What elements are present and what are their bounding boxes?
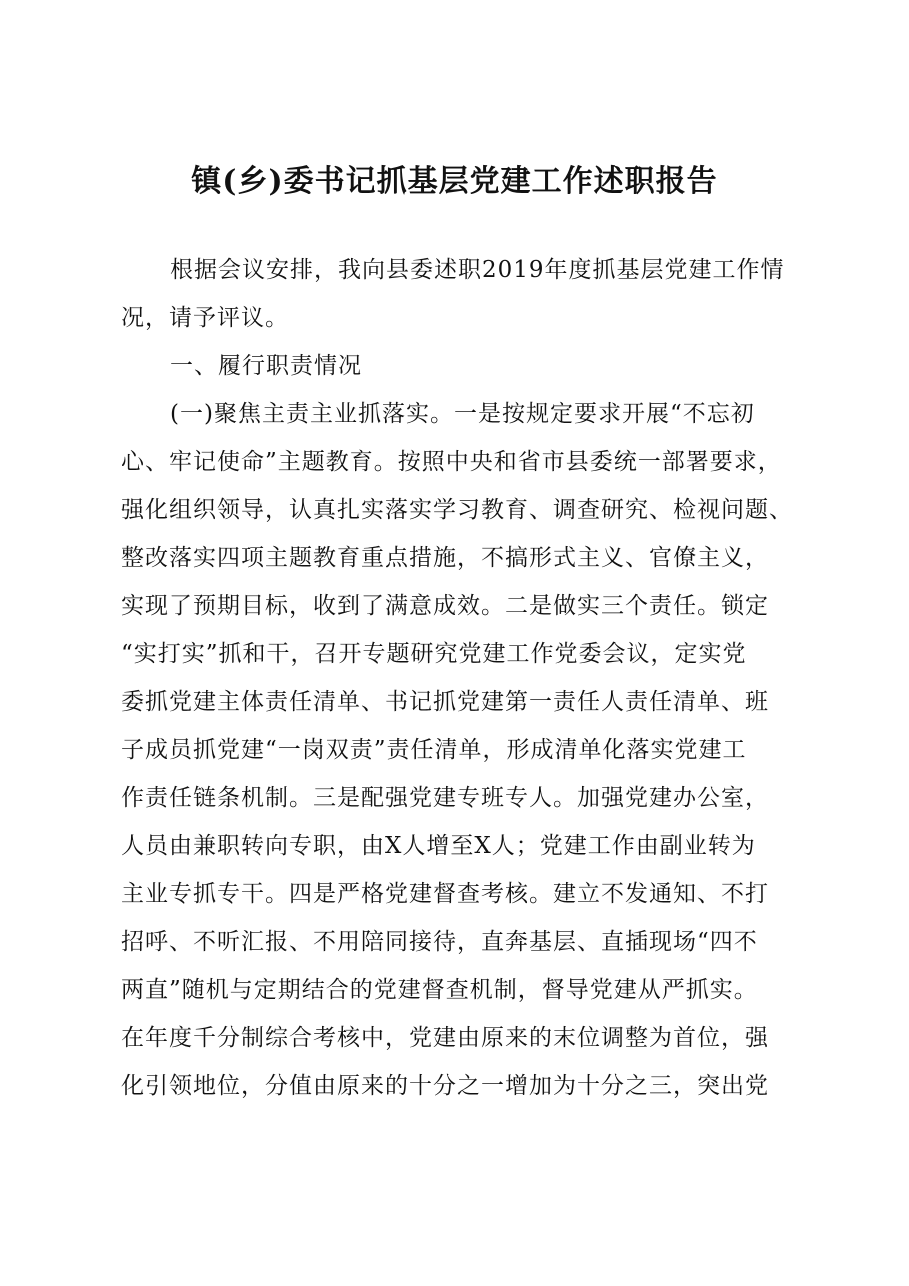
paragraph-line: 招呼、不听汇报、不用陪同接待，直奔基层、直插现场“四不	[121, 929, 758, 955]
paragraph-line: 两直”随机与定期结合的党建督查机制，督导党建从严抓实。	[121, 977, 758, 1003]
paragraph-line: 委抓党建主体责任清单、书记抓党建第一责任人责任清单、班	[121, 689, 769, 715]
paragraph-line: “实打实”抓和干，召开专题研究党建工作党委会议，定实党	[121, 641, 747, 667]
paragraph-line: 整改落实四项主题教育重点措施，不搞形式主义、官僚主义，	[121, 545, 769, 571]
section-heading: 一、履行职责情况	[170, 353, 362, 379]
paragraph-line: 实现了预期目标，收到了满意成效。二是做实三个责任。锁定	[121, 593, 769, 619]
paragraph-line: 心、牢记使命”主题教育。按照中央和省市县委统一部署要求，	[121, 449, 782, 475]
paragraph-line: 在年度千分制综合考核中，党建由原来的末位调整为首位，强	[121, 1025, 769, 1051]
paragraph-line: (一)聚焦主责主业抓落实。一是按规定要求开展“不忘初	[170, 401, 755, 427]
paragraph-line: 根据会议安排，我向县委述职2019年度抓基层党建工作情	[170, 257, 785, 283]
paragraph-line: 作责任链条机制。三是配强党建专班专人。加强党建办公室，	[121, 785, 769, 811]
paragraph-line: 人员由兼职转向专职，由X人增至X人；党建工作由副业转为	[121, 833, 756, 859]
paragraph-line: 化引领地位，分值由原来的十分之一增加为十分之三，突出党	[121, 1073, 769, 1099]
paragraph-line: 强化组织领导，认真扎实落实学习教育、调查研究、检视问题、	[121, 497, 793, 523]
paragraph-line: 况，请予评议。	[121, 305, 289, 331]
paragraph-line: 主业专抓专干。四是严格党建督查考核。建立不发通知、不打	[121, 881, 769, 907]
paragraph-line: 子成员抓党建“一岗双责”责任清单，形成清单化落实党建工	[121, 737, 747, 763]
document-title: 镇(乡)委书记抓基层党建工作述职报告	[191, 164, 718, 199]
